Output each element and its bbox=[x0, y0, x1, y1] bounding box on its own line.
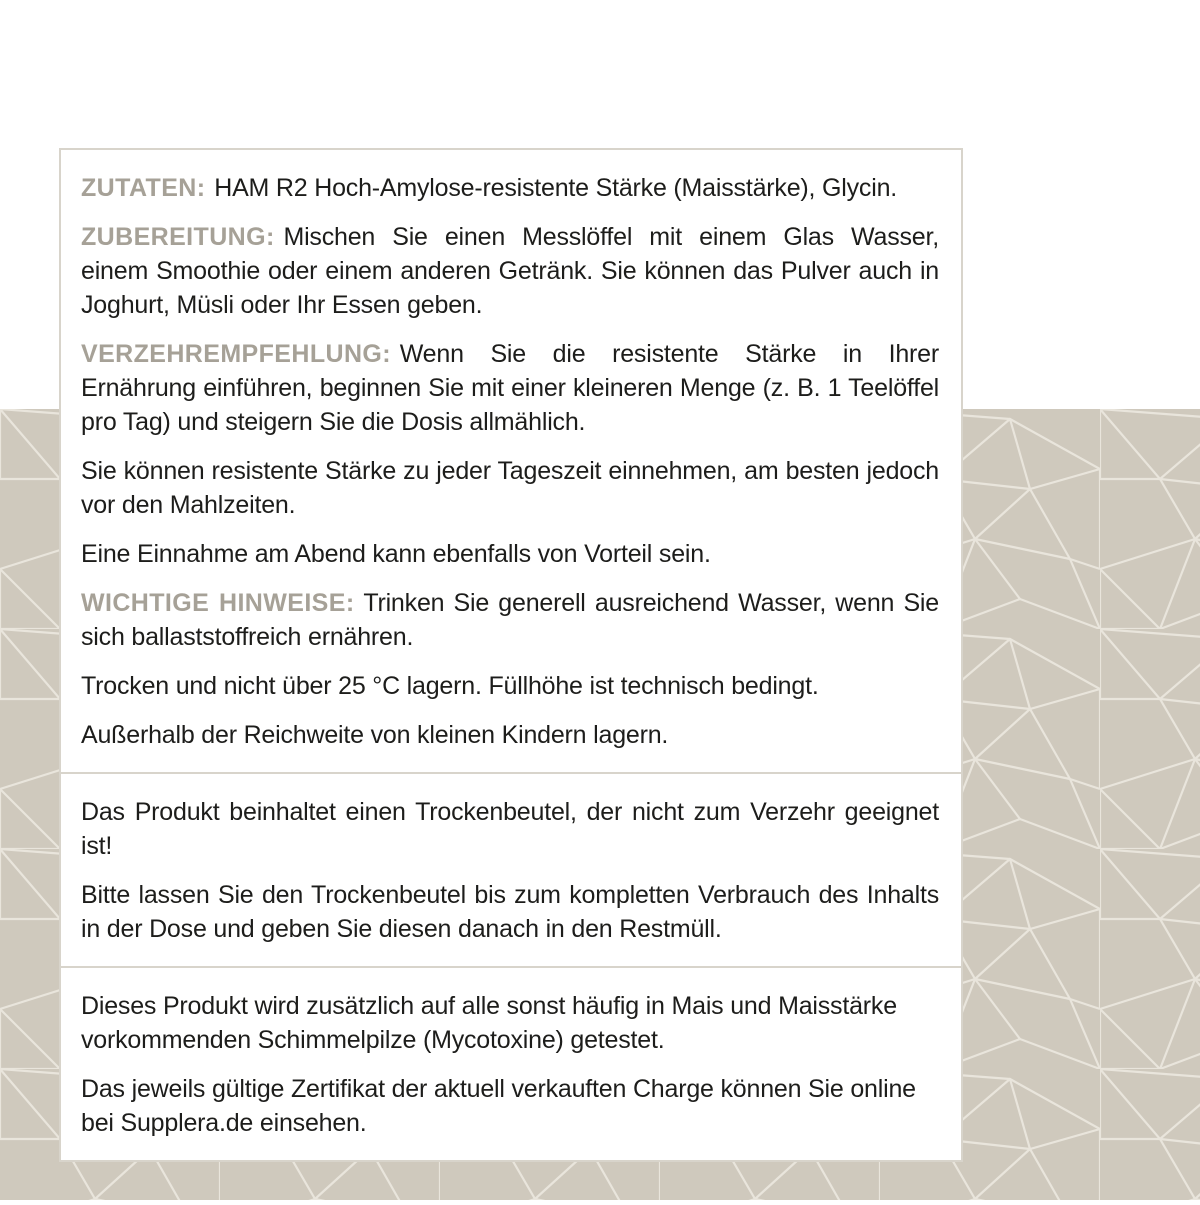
important-notes-text: Trinken Sie generell ausreichend Wasser, wenn Sie sich ballaststoffreich ernähren. bbox=[81, 589, 939, 651]
paragraph-ingredients bbox=[81, 171, 939, 205]
paragraph-storage bbox=[81, 669, 939, 703]
certificate-text: Das jeweils gültige Zertifikat der aktuell verkauften Charge können Sie online bei Supplera.de einsehen. bbox=[81, 1075, 916, 1137]
consumption-heading: VERZEHREMPFEHLUNG: bbox=[81, 340, 391, 368]
label-card-usage bbox=[59, 148, 963, 774]
paragraph-preparation bbox=[81, 220, 939, 322]
timing-text: Sie können resistente Stärke zu jeder Tageszeit einnehmen, am besten jedoch vor den Mahlzeiten. bbox=[81, 457, 939, 519]
desiccant-warning-text: Das Produkt beinhaltet einen Trockenbeutel, der nicht zum Verzehr geeignet ist! bbox=[81, 798, 939, 860]
desiccant-disposal-text: Bitte lassen Sie den Trockenbeutel bis zum kompletten Verbrauch des Inhalts in der Dose und geben Sie diesen danach in den Restmüll. bbox=[81, 881, 939, 943]
paragraph-mycotoxin-testing bbox=[81, 989, 939, 1057]
ingredients-heading: ZUTATEN: bbox=[81, 174, 206, 202]
ingredients-text: HAM R2 Hoch-Amylose-resistente Stärke (Maisstärke), Glycin. bbox=[214, 174, 898, 202]
preparation-text: Mischen Sie einen Messlöffel mit einem Glas Wasser, einem Smoothie oder einem anderen Getränk. Sie können das Pulver auch in Joghurt, Müsli oder Ihr Essen geben. bbox=[81, 223, 939, 319]
label-card-testing bbox=[59, 966, 963, 1162]
paragraph-timing bbox=[81, 454, 939, 522]
mycotoxin-testing-text: Dieses Produkt wird zusätzlich auf alle sonst häufig in Mais und Maisstärke vorkommenden Schimmelpilze (Mycotoxine) getestet. bbox=[81, 992, 897, 1054]
children-text: Außerhalb der Reichweite von kleinen Kindern lagern. bbox=[81, 721, 669, 749]
paragraph-consumption-recommendation bbox=[81, 337, 939, 439]
paragraph-desiccant-disposal bbox=[81, 878, 939, 946]
important-notes-heading: WICHTIGE HINWEISE: bbox=[81, 589, 355, 617]
paragraph-children bbox=[81, 718, 939, 752]
preparation-heading: ZUBEREITUNG: bbox=[81, 223, 275, 251]
consumption-text: Wenn Sie die resistente Stärke in Ihrer Ernährung einführen, beginnen Sie mit einer kleineren Menge (z. B. 1 Teelöffel pro Tag) und steigern Sie die Dosis allmählich. bbox=[81, 340, 939, 436]
storage-text: Trocken und nicht über 25 °C lagern. Füllhöhe ist technisch bedingt. bbox=[81, 672, 819, 700]
label-card-stack bbox=[59, 148, 963, 1162]
paragraph-important-notes bbox=[81, 586, 939, 654]
label-card-desiccant bbox=[59, 772, 963, 968]
paragraph-certificate bbox=[81, 1072, 939, 1140]
paragraph-desiccant-warning bbox=[81, 795, 939, 863]
evening-text: Eine Einnahme am Abend kann ebenfalls von Vorteil sein. bbox=[81, 540, 711, 568]
paragraph-evening bbox=[81, 537, 939, 571]
